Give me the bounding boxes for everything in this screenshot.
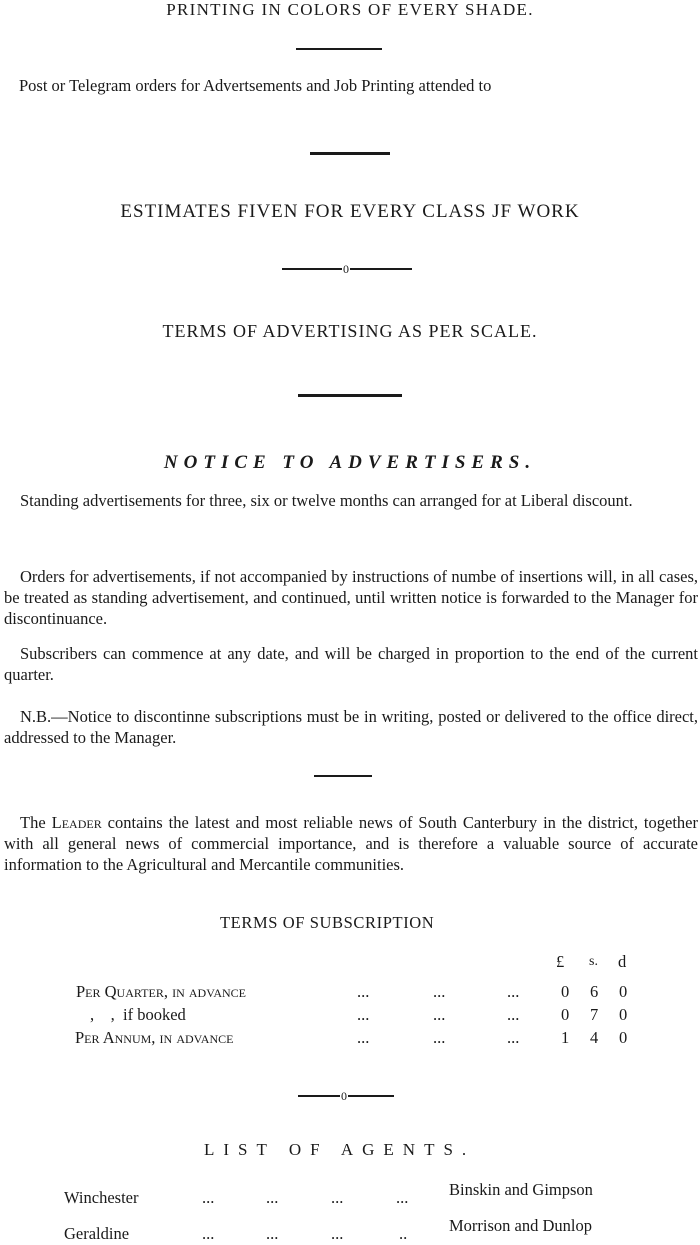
pence-value: 0 [619,1005,628,1024]
notice-paragraph-3: Subscribers can commence at any date, and will be charged in proportion to the end of the current quarter. [4,644,698,684]
agent-name: Binskin and Gimpson [449,1180,593,1199]
agent-row: Winchester ... ... ... ... Binskin and Gimpson [64,1180,593,1207]
leader-paragraph: The Leader contains the latest and most reliable news of South Canterbury in the district, together with all general news of commercial importance, and is therefore a valuable source of accurate information to the Agricultural and Mercantile communities. [4,813,698,874]
ornament-divider [282,263,412,275]
shillings-value: 7 [590,1005,599,1024]
pounds-value: 0 [561,1005,570,1024]
shillings-value: 4 [590,1028,599,1047]
divider [310,152,390,155]
pounds-value: 1 [561,1028,570,1047]
divider [298,394,402,397]
subscription-title: TERMS OF SUBSCRIPTION [220,913,435,932]
agent-place: Geraldine [64,1224,130,1243]
notice-paragraph-1: Standing advertisements for three, six or twelve months can arranged for at Liberal discount. [20,491,633,510]
pence-header: d [618,952,627,971]
shilling-header: s. [589,954,598,969]
agent-row: Geraldine ... ... ... .. Morrison and Dunlop [64,1216,592,1243]
subscription-row: , , if booked ... ... ... 0 7 0 [90,1005,628,1024]
ornament-divider [298,1090,394,1102]
subscription-label: Per Quarter, in advance [76,982,246,1001]
subscription-label: Per Annum, in advance [75,1028,234,1047]
pound-header: £ [556,952,565,971]
agent-place: Winchester [64,1188,139,1207]
subscription-row: Per Annum, in advance ... ... ... 1 4 0 [75,1028,628,1047]
header-estimates: ESTIMATES FIVEN FOR EVERY CLASS JF WORK [120,201,580,222]
pence-value: 0 [619,982,628,1001]
pounds-value: 0 [561,982,570,1001]
notice-title: NOTICE TO ADVERTISERS. [163,452,537,473]
notice-paragraph-4: N.B.—Notice to discontinne subscriptions must be in writing, posted or delivered to the office direct, addressed to the Manager. [4,707,698,747]
agents-title: LIST OF AGENTS. [204,1140,476,1159]
ornament-o: 0 [343,262,349,276]
header-orders: Post or Telegram orders for Advertsements and Job Printing attended to [19,76,492,95]
ornament-o: 0 [341,1089,347,1103]
shillings-value: 6 [590,982,599,1001]
pence-value: 0 [619,1028,628,1047]
subscription-label: , , if booked [90,1005,186,1024]
header-printing: PRINTING IN COLORS OF EVERY SHADE. [166,0,534,19]
leader-name: Leader [51,813,102,832]
subscription-row: Per Quarter, in advance ... ... ... 0 6 0 [76,982,628,1001]
currency-header-row [0,952,700,974]
header-terms-advertising: TERMS OF ADVERTISING AS PER SCALE. [162,321,538,341]
divider [314,775,372,777]
divider [296,48,382,50]
notice-paragraph-2: Orders for advertisements, if not accompanied by instructions of numbe of insertions will, in all cases, be treated as standing advertisement, and continued, until written notice is forwarded to the Manager for discontinuance. [4,567,698,628]
agent-name: Morrison and Dunlop [449,1216,592,1235]
